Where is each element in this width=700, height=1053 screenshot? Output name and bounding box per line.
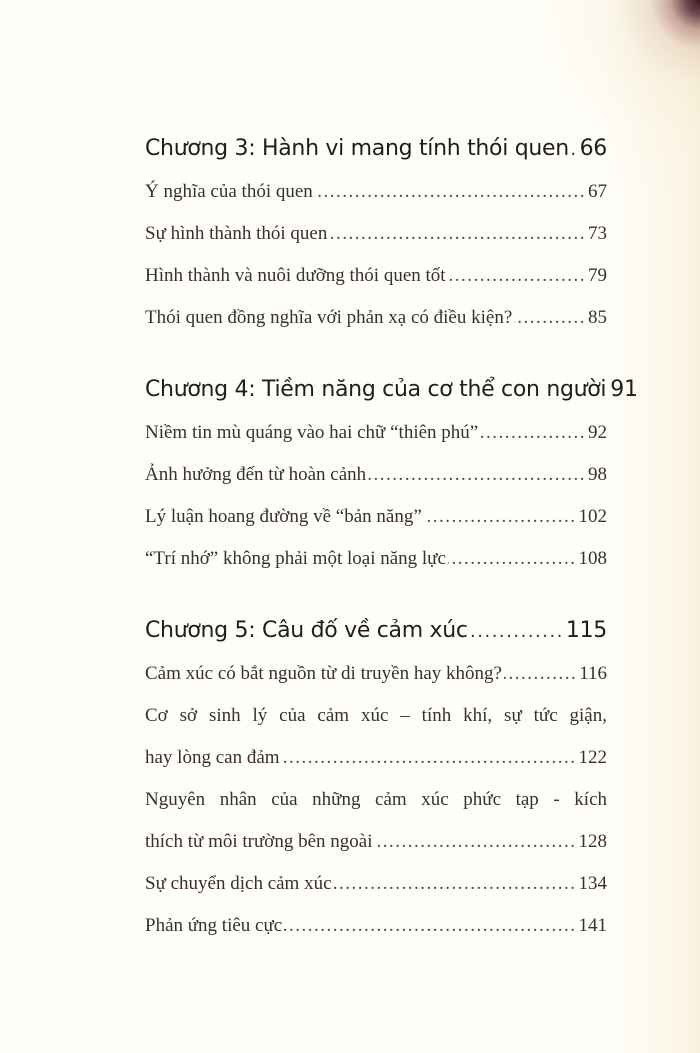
entry-page-number: 134 xyxy=(578,873,607,894)
chapter-heading-text: Chương 4: Tiềm năng của cơ thể con người xyxy=(145,377,607,402)
entry-text-line-1: Nguyên nhân của những cảm xúc phức tạp - kích xyxy=(145,789,607,810)
entry-page-number: 79 xyxy=(588,265,607,286)
dot-leader xyxy=(448,546,577,572)
dot-leader xyxy=(334,871,577,897)
chapter-5-heading xyxy=(145,618,607,643)
toc-entry xyxy=(145,871,607,897)
entry-text: Cảm xúc có bắt nguồn từ di truyền hay không? xyxy=(145,663,502,684)
entry-text: Sự hình thành thói quen xyxy=(145,223,328,244)
entry-text: Ý nghĩa của thói quen xyxy=(145,181,313,202)
entry-text-line-1: Cơ sở sinh lý của cảm xúc – tính khí, sự tức giận, xyxy=(145,705,607,726)
entry-page-number: 108 xyxy=(578,548,607,569)
dot-leader xyxy=(514,305,586,331)
toc-entry xyxy=(145,305,607,331)
toc-entry xyxy=(145,221,607,247)
entry-continuation-row xyxy=(145,745,607,771)
entry-text: “Trí nhớ” không phải một loại năng lực xyxy=(145,548,446,569)
entry-text: Sự chuyển dịch cảm xúc xyxy=(145,873,332,894)
toc-entry xyxy=(145,787,607,855)
dot-leader xyxy=(424,504,577,530)
entry-page-number: 85 xyxy=(588,307,607,328)
chapter-page-number: 91 xyxy=(610,377,638,402)
chapter-page-number: 115 xyxy=(565,618,607,643)
entry-page-number: 67 xyxy=(588,181,607,202)
entry-continuation-row xyxy=(145,829,607,855)
toc-entry xyxy=(145,263,607,289)
entry-page-number: 122 xyxy=(578,747,607,768)
toc-section-chapter-4 xyxy=(145,377,638,572)
dot-leader xyxy=(571,139,578,160)
entry-text: Ảnh hưởng đến từ hoàn cảnh xyxy=(145,464,367,485)
dot-leader xyxy=(315,179,586,205)
dot-leader xyxy=(480,420,586,446)
chapter-3-heading xyxy=(145,136,607,161)
toc-entry xyxy=(145,661,607,687)
toc-section-chapter-5 xyxy=(145,618,607,939)
entry-page-number: 141 xyxy=(578,915,607,936)
dot-leader xyxy=(374,829,576,855)
toc-entry xyxy=(145,504,607,530)
entry-text-line-2: thích từ môi trường bên ngoài xyxy=(145,831,373,852)
chapter-heading-text: Chương 3: Hành vi mang tính thói quen xyxy=(145,136,569,161)
toc-entry xyxy=(145,462,607,488)
entry-text: Thói quen đồng nghĩa với phản xạ có điều kiện? xyxy=(145,307,513,328)
chapter-page-number: 66 xyxy=(579,136,607,161)
entry-page-number: 73 xyxy=(588,223,607,244)
entry-text: Lý luận hoang đường về “bản năng” xyxy=(145,506,422,527)
chapter-4-heading xyxy=(145,377,638,402)
toc-entry xyxy=(145,913,607,939)
toc-entry xyxy=(145,546,607,572)
dot-leader xyxy=(282,745,577,771)
entry-text: Hình thành và nuôi dưỡng thói quen tốt xyxy=(145,265,446,286)
dot-leader xyxy=(284,913,576,939)
entry-page-number: 128 xyxy=(578,831,607,852)
chapter-heading-text: Chương 5: Câu đố về cảm xúc xyxy=(145,618,468,643)
toc-section-chapter-3 xyxy=(145,136,607,331)
toc-entry xyxy=(145,179,607,205)
entry-page-number: 102 xyxy=(578,506,607,527)
entry-text-line-2: hay lòng can đảm xyxy=(145,747,280,768)
dot-leader xyxy=(329,221,586,247)
table-of-contents xyxy=(145,136,638,939)
entry-page-number: 98 xyxy=(588,464,607,485)
toc-entry xyxy=(145,703,607,771)
entry-page-number: 116 xyxy=(579,663,607,684)
entry-text: Niềm tin mù quáng vào hai chữ “thiên phú” xyxy=(145,422,479,443)
dot-leader xyxy=(504,661,577,687)
entry-text: Phản ứng tiêu cực xyxy=(145,915,283,936)
dot-leader xyxy=(470,621,564,642)
entry-page-number: 92 xyxy=(588,422,607,443)
dot-leader xyxy=(448,263,586,289)
toc-entry xyxy=(145,420,607,446)
dot-leader xyxy=(368,462,586,488)
